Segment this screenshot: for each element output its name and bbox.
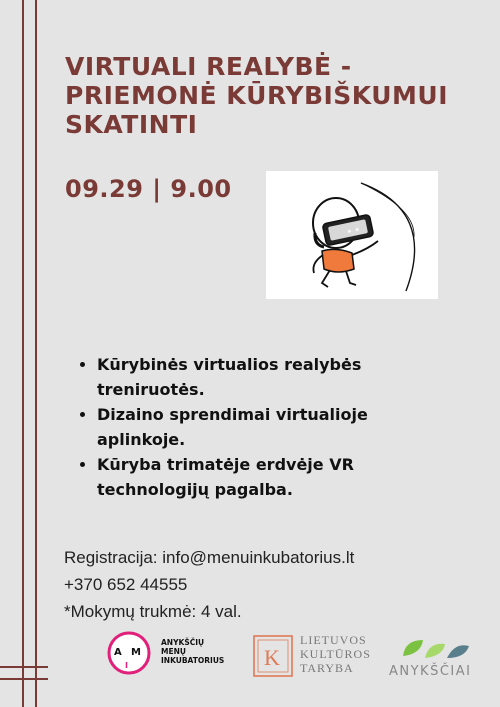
duration-text: *Mokymų trukmė: 4 val. (64, 602, 242, 621)
title-line-3: SKATINTI (65, 110, 198, 139)
ami-mark-a: A (114, 647, 122, 658)
feature-list (77, 352, 417, 502)
list-item: • Dizaino sprendimai virtualioje aplinkoje. (97, 402, 417, 452)
frame-vertical-line-1 (22, 0, 24, 707)
ami-line-3: INKUBATORIUS (161, 656, 225, 665)
ami-mark-i: I (125, 661, 128, 670)
ltk-mark-letter: K (264, 645, 280, 670)
ltk-mark-icon (252, 633, 294, 679)
anyksciai-text: ANYKŠČIAI (389, 664, 472, 679)
ltk-logo (252, 633, 377, 679)
frame-horizontal-line-2 (0, 678, 48, 680)
ltk-line-2: KULTŪROS (300, 647, 371, 661)
frame-horizontal-line-1 (0, 666, 48, 668)
list-item: • Kūryba trimatėje erdvėje VR technologijų pagalba. (97, 452, 417, 502)
ami-line-2: MENŲ (161, 647, 186, 656)
title-line-2: PRIEMONĖ KŪRYBIŠKUMUI (65, 81, 449, 110)
frame-vertical-line-2 (35, 0, 37, 707)
svg-text:✶ ✶: ✶ ✶ (345, 225, 361, 237)
registration-text: Registracija: info@menuinkubatorius.lt (64, 548, 355, 567)
event-datetime: 09.29 | 9.00 (65, 175, 232, 203)
ltk-line-3: TARYBA (300, 661, 354, 675)
ami-line-1: ANYKŠČIŲ (161, 638, 205, 647)
vr-illustration (266, 171, 438, 299)
title-line-1: VIRTUALI REALYBĖ - (65, 52, 352, 81)
ltk-line-1: LIETUVOS (300, 633, 367, 647)
ami-logo (105, 630, 240, 676)
ami-ring-icon (105, 630, 155, 676)
phone-text: +370 652 44555 (64, 575, 188, 594)
contact-info (64, 544, 354, 625)
ami-logo-text (161, 638, 224, 665)
list-item: • Kūrybinės virtualios realybės treniruotės. (97, 352, 417, 402)
page-title (65, 52, 485, 139)
leaf-icon (399, 636, 479, 662)
anyksciai-logo (389, 636, 489, 686)
ltk-logo-text (300, 633, 371, 675)
ami-mark-m: M (131, 647, 141, 658)
